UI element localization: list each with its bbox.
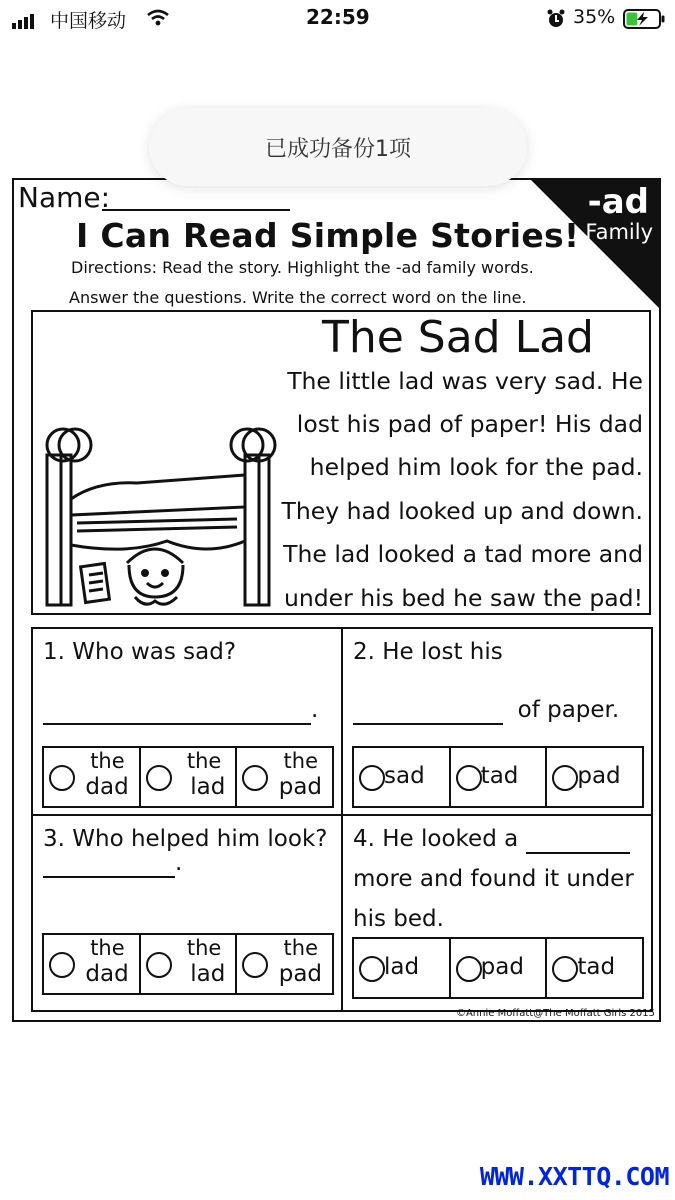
copyright-text: ©Annie Moffatt@The Moffatt Girls 2015 [455,1008,655,1019]
story-line: The little lad was very sad. He [287,367,643,395]
option-the-lad[interactable]: the lad [141,748,238,806]
option-circle[interactable] [456,765,482,791]
story-line: They had looked up and down. [281,497,643,525]
name-label: Name: [18,181,111,214]
answer-blank [43,850,175,878]
option-circle[interactable] [552,765,578,791]
question-4-prompt: 4. He looked a [353,826,519,852]
name-line [102,209,290,211]
battery-charging-icon [623,9,665,33]
story-line: helped him look for the pad. [309,453,643,481]
bed-illustration [37,425,277,615]
option-circle[interactable] [49,765,75,791]
option-circle[interactable] [49,952,75,978]
option-the-pad[interactable]: the pad [237,748,332,806]
status-bar [0,0,675,40]
watermark-text: WWW.XXTTQ.COM [479,1162,669,1191]
question-2-end: of paper. [517,697,620,723]
directions-line-1: Directions: Read the story. Highlight the -ad family words. [71,258,534,277]
backup-toast [149,108,527,186]
option-circle[interactable] [146,765,172,791]
directions-line-2: Answer the questions. Write the correct word on the line. [69,288,527,307]
answer-blank [43,697,311,725]
option-circle[interactable] [359,765,385,791]
question-4-line2: more and found it under [353,866,634,892]
option-circle[interactable] [242,952,268,978]
wifi-icon [146,9,170,31]
option-circle[interactable] [456,956,482,982]
option-the-pad[interactable]: the pad [237,935,332,993]
answer-blank [526,826,630,854]
question-3 [31,814,343,1012]
question-2 [341,627,653,816]
option-the-dad[interactable]: the dad [44,935,141,993]
badge-main: -ad [587,182,649,222]
option-circle[interactable] [146,952,172,978]
signal-icon [12,10,36,29]
answer-blank [353,697,503,725]
story-line: The lad looked a tad more and [283,540,643,568]
question-3-prompt: 3. Who helped him look? [43,826,328,852]
status-time: 22:59 [306,5,370,29]
worksheet-image[interactable] [12,178,661,1022]
option-tad[interactable]: tad [451,748,548,806]
battery-percent: 35% [573,6,616,28]
question-3-options [42,933,334,995]
question-2-prompt: 2. He lost his [353,639,503,665]
option-sad[interactable]: sad [354,748,451,806]
option-tad[interactable]: tad [547,939,642,997]
question-4 [341,814,653,1012]
question-4-line3: his bed. [353,906,444,932]
option-the-dad[interactable]: the dad [44,748,141,806]
toast-text: 已成功备份1项 [265,136,411,162]
option-lad[interactable]: lad [354,939,451,997]
question-2-options [352,746,644,808]
badge-sub: Family [585,220,653,244]
story-line: under his bed he saw the pad! [283,584,643,612]
option-the-lad[interactable]: the lad [141,935,238,993]
question-1-end: . [311,697,319,723]
option-pad[interactable]: pad [547,748,642,806]
question-1 [31,627,343,816]
question-1-options [42,746,334,808]
worksheet-title: I Can Read Simple Stories! [76,216,580,255]
option-pad[interactable]: pad [451,939,548,997]
alarm-icon [546,9,566,33]
question-4-options [352,937,644,999]
option-circle[interactable] [359,956,385,982]
carrier-label: 中国移动 [50,10,127,32]
option-circle[interactable] [242,765,268,791]
option-circle[interactable] [552,956,578,982]
story-title: The Sad Lad [321,312,594,363]
story-line: lost his pad of paper! His dad [296,410,643,438]
question-3-end: . [175,850,183,876]
question-1-prompt: 1. Who was sad? [43,639,237,665]
story-box [31,310,651,615]
